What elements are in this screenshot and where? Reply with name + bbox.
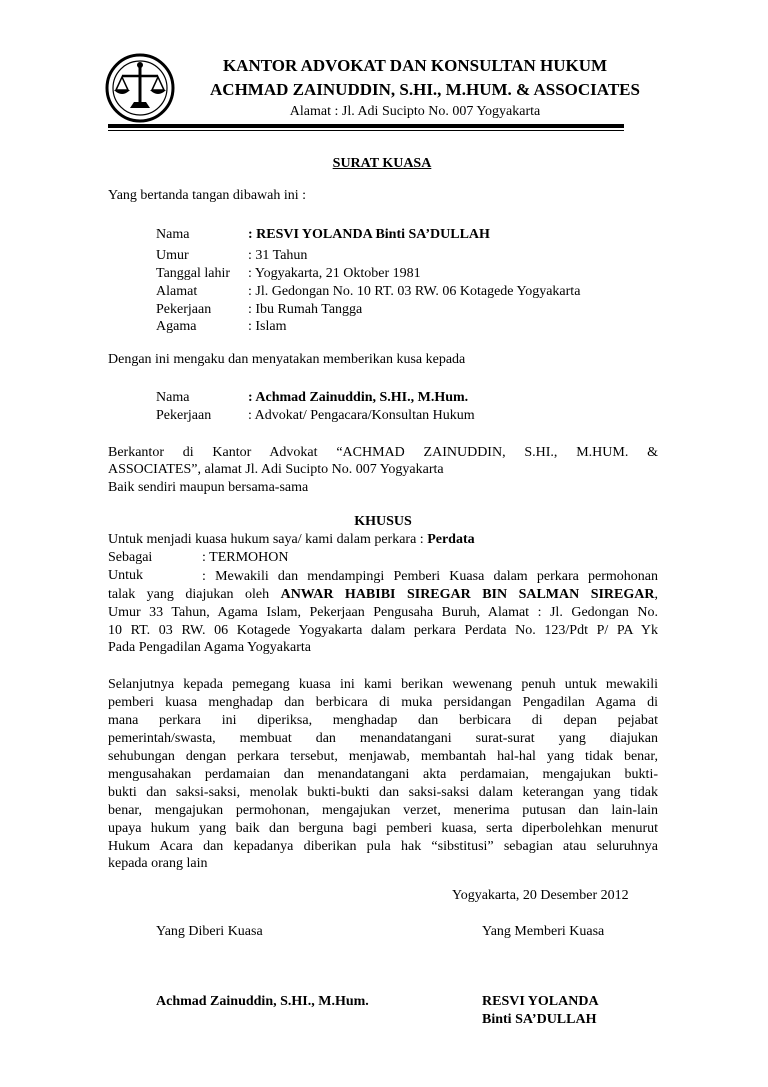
special-heading: KHUSUS <box>354 514 412 529</box>
attorney-occupation-value: : Advokat/ Pengacara/Konsultan Hukum <box>248 408 475 423</box>
special-as-label: Sebagai <box>108 550 153 565</box>
attorney-occupation-label: Pekerjaan <box>156 408 212 423</box>
special-for-line-3: Umur 33 Tahun, Agama Islam, Pekerjaan Pengusaha Buruh, Alamat : Jl. Gedongan No. <box>108 605 658 620</box>
office-line-3: Baik sendiri maupun bersama-sama <box>108 480 309 495</box>
special-case-type: Perdata <box>427 532 475 547</box>
attorney-name-label: Nama <box>156 390 190 405</box>
authority-line: Hukum Acara dan kepadanya diberikan pula hak “sibstitusi” sebagian atau seluruhnya <box>108 839 658 854</box>
authority-line: kepada orang lain <box>108 856 208 871</box>
grantor-birth-label: Tanggal lahir <box>156 266 231 281</box>
letterhead-address: Alamat : Jl. Adi Sucipto No. 007 Yogyakarta <box>289 104 541 119</box>
special-purpose-text: Untuk menjadi kuasa hukum saya/ kami dalam perkara : <box>108 532 428 547</box>
signature-giver-name-line-1: RESVI YOLANDA <box>482 994 599 1009</box>
letterhead-divider-thin <box>108 130 624 131</box>
grantor-occupation-label: Pekerjaan <box>156 302 212 317</box>
authority-line: pemberi kuasa menghadap dan berbicara di muka persidangan Pengadilan Agama di <box>108 695 658 710</box>
authority-line: pemerintah/swasta, membuat dan menandatangani surat-surat yang diajukan <box>108 731 658 746</box>
special-for-value: : Mewakili dan mendampingi Pemberi Kuasa dalam perkara permohonan <box>202 569 658 584</box>
authority-line: mana perkara ini diperiksa, menghadap dan berbicara di depan pejabat <box>108 713 658 728</box>
attorney-name-value: : Achmad Zainuddin, S.HI., M.Hum. <box>248 390 469 405</box>
authority-line: upaya hukum yang baik dan berguna bagi pemberi kuasa, serta diperbolehkan menurut <box>108 821 658 836</box>
letterhead-divider-thick <box>108 124 624 128</box>
special-for-line-4: 10 RT. 03 RW. 06 Kotagede Yogyakarta dalam perkara Perdata No. 123/Pdt P/ PA Yk <box>108 623 658 638</box>
signature-receiver-label: Yang Diberi Kuasa <box>156 924 263 939</box>
signature-receiver-name: Achmad Zainuddin, S.HI., M.Hum. <box>156 994 369 1009</box>
scales-of-justice-emblem-icon <box>104 52 176 124</box>
grantor-address-label: Alamat <box>156 284 198 299</box>
signature-giver-name-line-2: Binti SA’DULLAH <box>482 1012 597 1027</box>
grantor-religion-label: Agama <box>156 319 197 334</box>
authority-line: sehubungan dengan perkara tersebut, menjawab, membantah hal-hal yang tidak benar, <box>108 749 658 764</box>
special-for-line-2 <box>108 586 658 604</box>
office-line-1: Berkantor di Kantor Advokat “ACHMAD ZAINUDDIN, S.HI., M.HUM. & <box>108 445 658 460</box>
office-line-2: ASSOCIATES”, alamat Jl. Adi Sucipto No. 007 Yogyakarta <box>108 462 444 477</box>
grantor-religion-value: : Islam <box>248 319 287 334</box>
grantor-name-value: : RESVI YOLANDA Binti SA’DULLAH <box>248 227 490 242</box>
special-for-line-2-prefix: talak yang diajukan oleh <box>108 587 281 602</box>
grantor-name-label: Nama <box>156 227 190 242</box>
document-title: SURAT KUASA <box>332 156 432 171</box>
letterhead-firm-name: ACHMAD ZAINUDDIN, S.HI., M.HUM. & ASSOCIATES <box>210 80 640 99</box>
letterhead-office-name: KANTOR ADVOKAT DAN KONSULTAN HUKUM <box>222 56 608 75</box>
grantor-age-label: Umur <box>156 248 189 263</box>
signature-giver-label: Yang Memberi Kuasa <box>482 924 605 939</box>
grantor-age-value: : 31 Tahun <box>248 248 308 263</box>
authority-line: Selanjutnya kepada pemegang kuasa ini kami berikan wewenang penuh untuk mewakili <box>108 677 658 692</box>
special-as-value: : TERMOHON <box>202 550 289 565</box>
special-for-line-2-suffix: , <box>654 587 658 602</box>
authority-line: mengusahakan perdamaian dan menandatangani akta perdamaian, mengajukan bukti- <box>108 767 658 782</box>
authority-line: benar, mengajukan permohonan, mengajukan verzet, menerima putusan dan lain-lain <box>108 803 658 818</box>
intro-text: Yang bertanda tangan dibawah ini : <box>108 188 307 203</box>
special-respondent-name: ANWAR HABIBI SIREGAR BIN SALMAN SIREGAR <box>280 587 655 602</box>
signature-place-date: Yogyakarta, 20 Desember 2012 <box>452 888 629 903</box>
grant-statement: Dengan ini mengaku dan menyatakan memberikan kusa kepada <box>108 352 466 367</box>
grantor-address-value: : Jl. Gedongan No. 10 RT. 03 RW. 06 Kotagede Yogyakarta <box>248 284 581 299</box>
special-purpose <box>108 532 475 548</box>
special-for-label: Untuk <box>108 568 143 583</box>
authority-line: bukti dan saksi-saksi, menolak bukti-bukti dan saksi-saksi dalam keterangan yang tidak <box>108 785 658 800</box>
grantor-occupation-value: : Ibu Rumah Tangga <box>248 302 363 317</box>
grantor-birth-value: : Yogyakarta, 21 Oktober 1981 <box>248 266 421 281</box>
special-for-line-5: Pada Pengadilan Agama Yogyakarta <box>108 640 311 655</box>
